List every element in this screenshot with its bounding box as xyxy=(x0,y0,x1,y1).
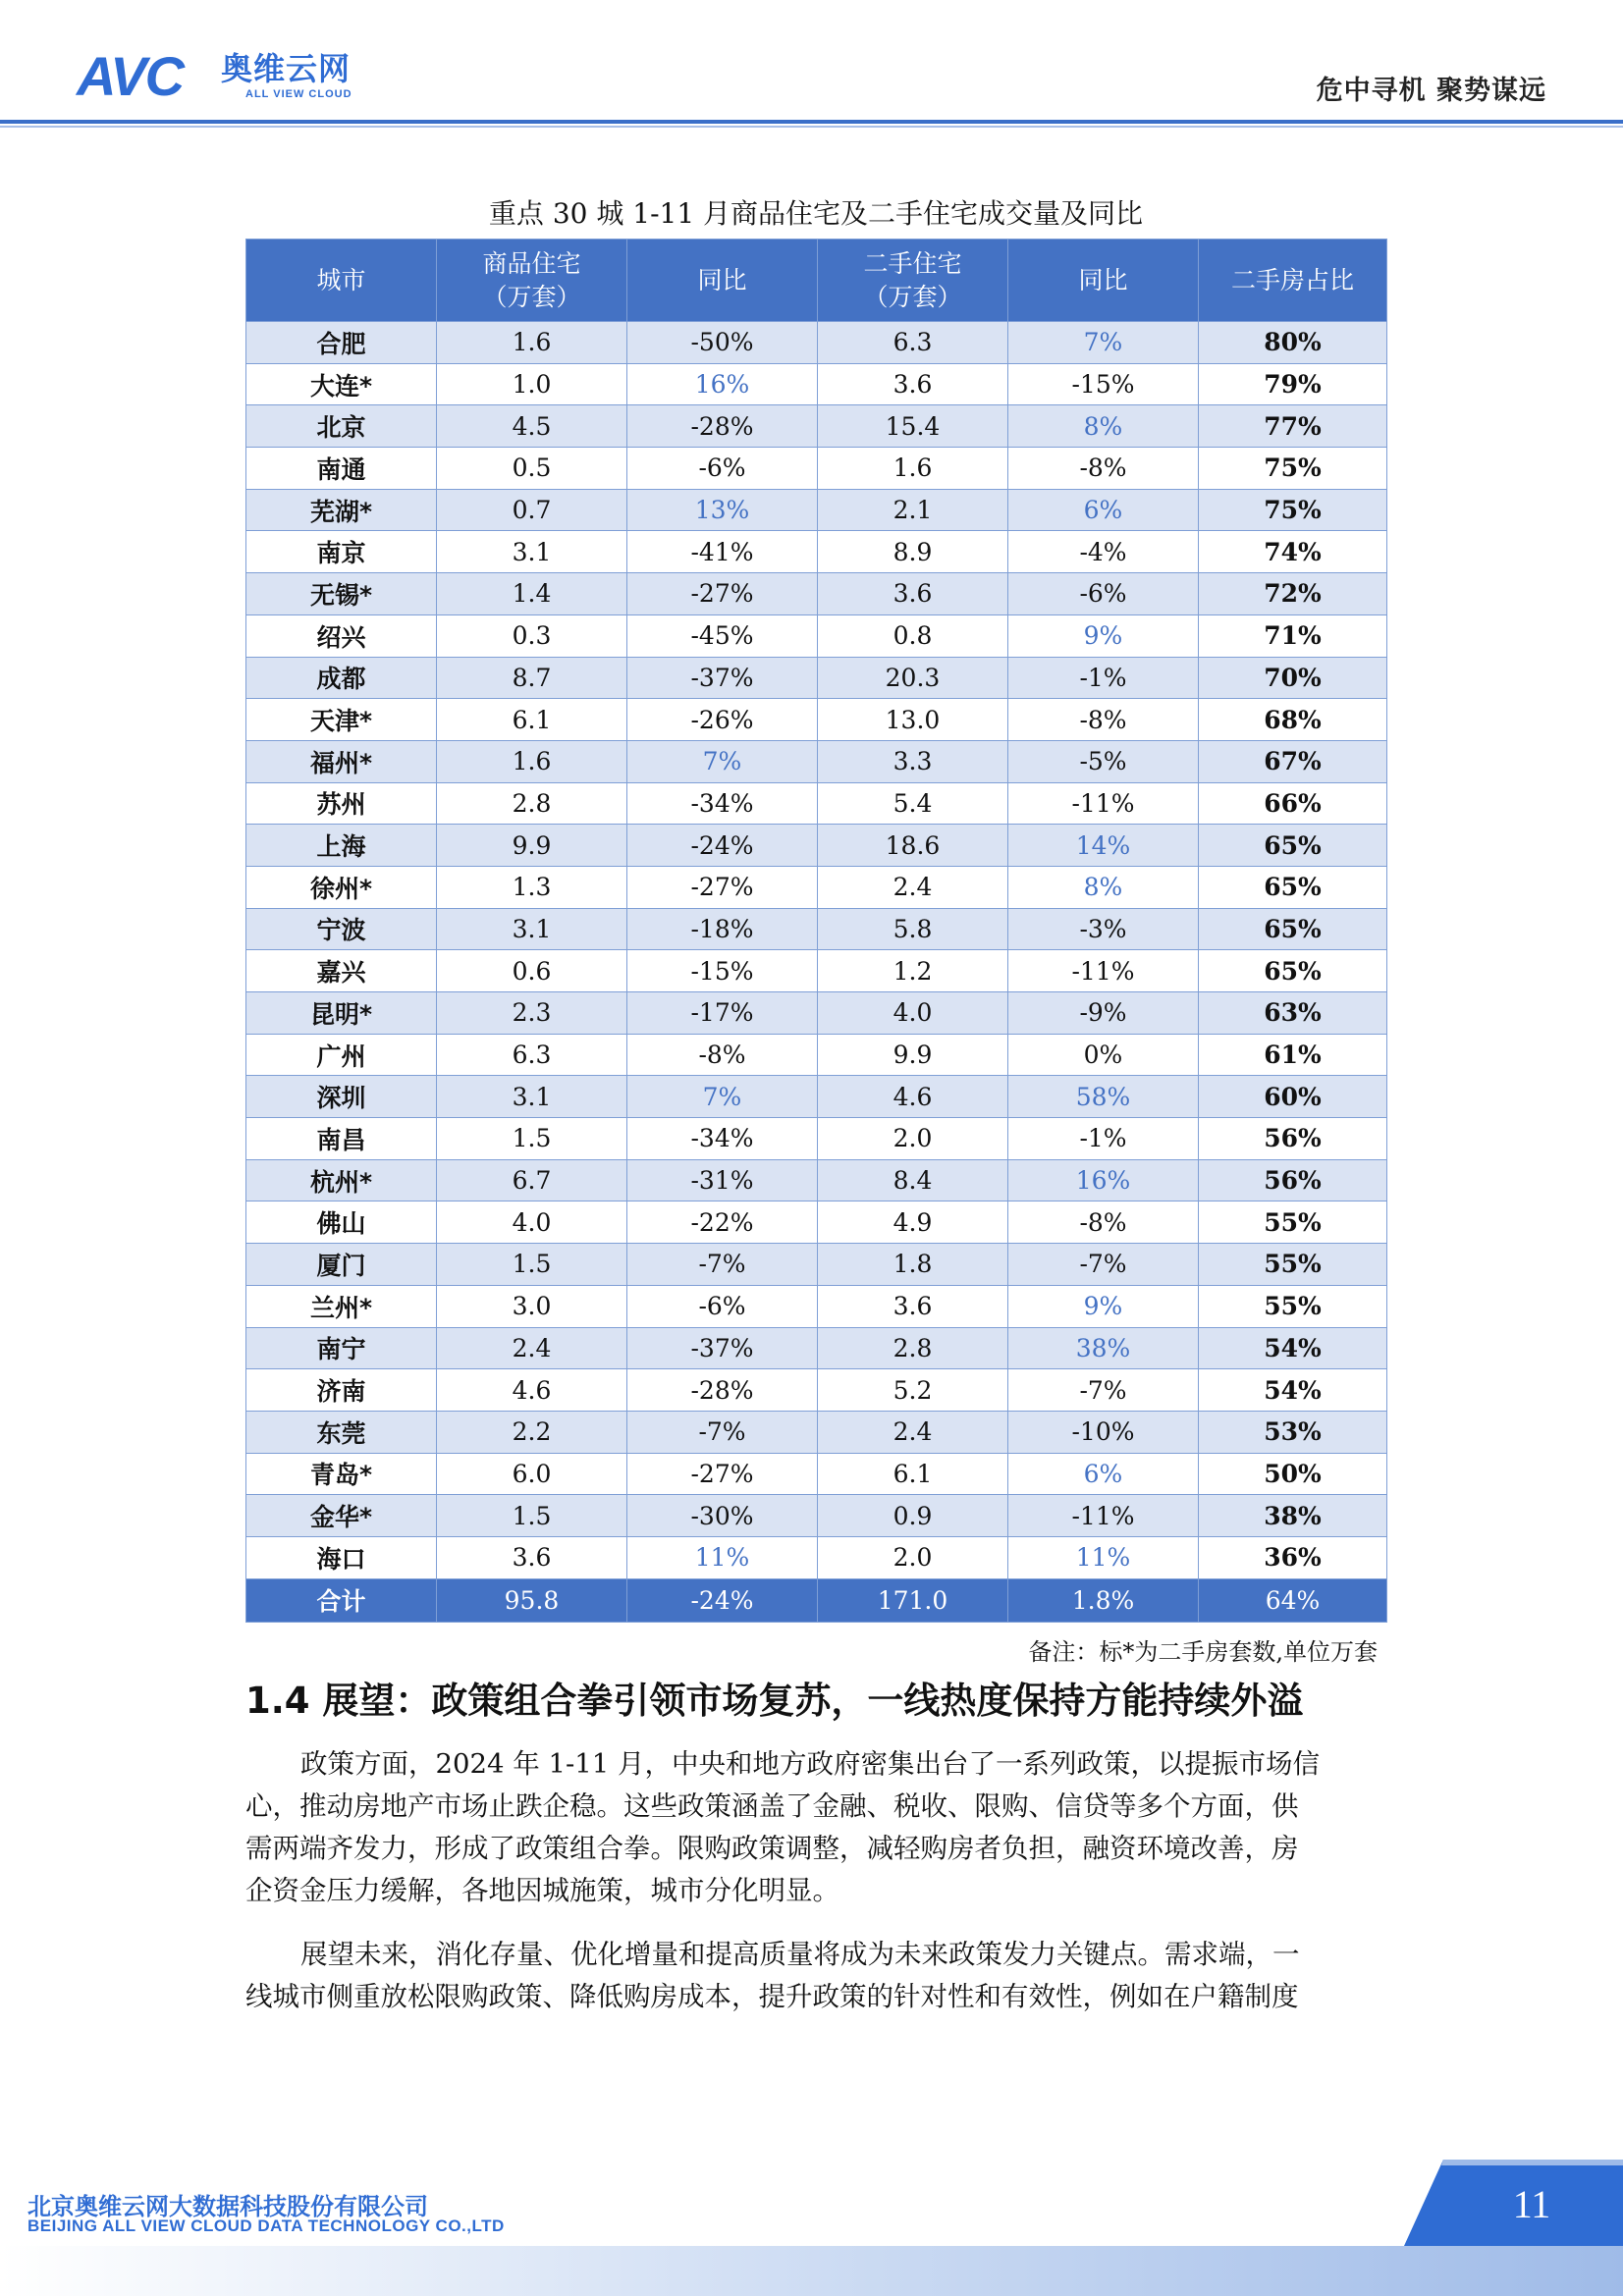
cell-share: 75% xyxy=(1199,448,1387,490)
cell-new-yoy: -34% xyxy=(627,1118,818,1160)
table-row xyxy=(246,1076,1387,1118)
cell-new-housing: 0.5 xyxy=(437,448,627,490)
cell-new-housing: 1.4 xyxy=(437,573,627,615)
cell-share: 36% xyxy=(1199,1536,1387,1578)
cell-city: 南京 xyxy=(246,531,437,573)
cell-new-housing: 1.5 xyxy=(437,1118,627,1160)
cell-new-yoy: -8% xyxy=(627,1034,818,1076)
table-total-row xyxy=(246,1578,1387,1622)
logo-en-text: ALL VIEW CLOUD xyxy=(245,88,352,100)
table-row xyxy=(246,573,1387,615)
cell-city: 东莞 xyxy=(246,1411,437,1453)
cell-share: 65% xyxy=(1199,866,1387,908)
cell-used-housing: 1.6 xyxy=(818,448,1008,490)
cell-used-housing: 2.0 xyxy=(818,1118,1008,1160)
table-row xyxy=(246,1285,1387,1327)
cell-new-yoy: -27% xyxy=(627,866,818,908)
cell-city: 佛山 xyxy=(246,1201,437,1244)
cell-new-yoy: -30% xyxy=(627,1495,818,1537)
cell-used-housing: 1.2 xyxy=(818,950,1008,992)
table-row xyxy=(246,825,1387,867)
cell-used-yoy: -9% xyxy=(1008,992,1199,1035)
cell-used-yoy: -11% xyxy=(1008,1495,1199,1537)
cell-city: 宁波 xyxy=(246,908,437,950)
header-slogan: 危中寻机 聚势谋远 xyxy=(1316,76,1546,106)
cell-used-yoy: 7% xyxy=(1008,322,1199,364)
cell-used-housing: 6.3 xyxy=(818,322,1008,364)
cell-used-yoy: 8% xyxy=(1008,866,1199,908)
table-row xyxy=(246,1536,1387,1578)
cell-new-housing: 3.0 xyxy=(437,1285,627,1327)
cell-used-yoy: -3% xyxy=(1008,908,1199,950)
header-divider xyxy=(0,120,1623,124)
cell-used-yoy: -15% xyxy=(1008,363,1199,405)
table-row xyxy=(246,1453,1387,1495)
cell-used-housing: 3.3 xyxy=(818,740,1008,782)
cell-city: 芜湖* xyxy=(246,489,437,531)
cell-used-yoy: -1% xyxy=(1008,1118,1199,1160)
cell-used-yoy: 0% xyxy=(1008,1034,1199,1076)
table-row xyxy=(246,1244,1387,1286)
cell-city: 南通 xyxy=(246,448,437,490)
table-row xyxy=(246,363,1387,405)
cell-used-yoy: -1% xyxy=(1008,657,1199,699)
cell-new-yoy: -22% xyxy=(627,1201,818,1244)
page-number: 11 xyxy=(1512,2182,1551,2226)
cell-used-housing: 13.0 xyxy=(818,699,1008,741)
table-row xyxy=(246,531,1387,573)
table-row xyxy=(246,1118,1387,1160)
cell-used-yoy: 9% xyxy=(1008,1285,1199,1327)
cell-city: 深圳 xyxy=(246,1076,437,1118)
cell-used-housing: 1.8 xyxy=(818,1244,1008,1286)
paragraph-policy xyxy=(245,1743,1365,1912)
table-row xyxy=(246,950,1387,992)
cell-new-housing: 6.3 xyxy=(437,1034,627,1076)
cell-new-housing: 1.6 xyxy=(437,740,627,782)
cell-used-housing: 2.4 xyxy=(818,866,1008,908)
cell-used-yoy: -8% xyxy=(1008,1201,1199,1244)
cell-new-yoy: -37% xyxy=(627,1327,818,1369)
cell-new-housing: 1.0 xyxy=(437,363,627,405)
cell-used-yoy: -5% xyxy=(1008,740,1199,782)
cell-share: 72% xyxy=(1199,573,1387,615)
table-body xyxy=(246,322,1387,1579)
cell-city: 南宁 xyxy=(246,1327,437,1369)
cell-used-housing: 2.4 xyxy=(818,1411,1008,1453)
cell-used-housing: 3.6 xyxy=(818,363,1008,405)
cell-city: 海口 xyxy=(246,1536,437,1578)
cell-share: 56% xyxy=(1199,1159,1387,1201)
cell-city: 合肥 xyxy=(246,322,437,364)
cell-share: 50% xyxy=(1199,1453,1387,1495)
total-share: 64% xyxy=(1199,1578,1387,1622)
cell-share: 61% xyxy=(1199,1034,1387,1076)
total-label: 合计 xyxy=(246,1578,437,1622)
cell-city: 上海 xyxy=(246,825,437,867)
cell-new-housing: 2.3 xyxy=(437,992,627,1035)
cell-used-yoy: 14% xyxy=(1008,825,1199,867)
cell-share: 38% xyxy=(1199,1495,1387,1537)
header-new-yoy: 同比 xyxy=(627,240,818,322)
header-city: 城市 xyxy=(246,240,437,322)
cell-city: 大连* xyxy=(246,363,437,405)
cell-used-yoy: -6% xyxy=(1008,573,1199,615)
table-row xyxy=(246,1369,1387,1412)
table-row xyxy=(246,782,1387,825)
table-row xyxy=(246,1034,1387,1076)
cell-used-yoy: -8% xyxy=(1008,699,1199,741)
cell-used-yoy: 6% xyxy=(1008,1453,1199,1495)
cell-new-housing: 4.5 xyxy=(437,405,627,448)
cell-used-housing: 4.0 xyxy=(818,992,1008,1035)
cell-new-yoy: -28% xyxy=(627,1369,818,1412)
cell-new-yoy: -27% xyxy=(627,1453,818,1495)
paragraph-outlook xyxy=(245,1934,1365,2018)
cell-used-yoy: 11% xyxy=(1008,1536,1199,1578)
paragraph-line: 需两端齐发力，形成了政策组合拳。限购政策调整，减轻购房者负担，融资环境改善，房 xyxy=(245,1833,1299,1864)
cell-new-housing: 0.3 xyxy=(437,614,627,657)
cell-new-housing: 4.0 xyxy=(437,1201,627,1244)
cell-used-yoy: -11% xyxy=(1008,782,1199,825)
cell-used-yoy: 6% xyxy=(1008,489,1199,531)
avc-logo xyxy=(77,47,410,106)
cell-new-housing: 1.5 xyxy=(437,1244,627,1286)
cell-share: 54% xyxy=(1199,1327,1387,1369)
cell-new-yoy: -41% xyxy=(627,531,818,573)
cell-share: 65% xyxy=(1199,908,1387,950)
total-used: 171.0 xyxy=(818,1578,1008,1622)
cell-share: 79% xyxy=(1199,363,1387,405)
cell-new-housing: 6.0 xyxy=(437,1453,627,1495)
table-row xyxy=(246,657,1387,699)
cell-new-housing: 4.6 xyxy=(437,1369,627,1412)
logo-cn-text: 奥维云网 xyxy=(221,50,352,87)
cell-new-housing: 0.6 xyxy=(437,950,627,992)
cell-share: 54% xyxy=(1199,1369,1387,1412)
table-row xyxy=(246,992,1387,1035)
cell-city: 北京 xyxy=(246,405,437,448)
section-heading: 1.4 展望：政策组合拳引领市场复苏，一线热度保持方能持续外溢 xyxy=(245,1680,1304,1722)
cell-used-housing: 0.8 xyxy=(818,614,1008,657)
header-new-housing: 商品住宅 （万套） xyxy=(437,240,627,322)
table-row xyxy=(246,322,1387,364)
cell-new-housing: 6.1 xyxy=(437,699,627,741)
cell-used-housing: 5.2 xyxy=(818,1369,1008,1412)
cell-new-yoy: -17% xyxy=(627,992,818,1035)
cell-city: 无锡* xyxy=(246,573,437,615)
cell-used-housing: 6.1 xyxy=(818,1453,1008,1495)
cell-used-yoy: 9% xyxy=(1008,614,1199,657)
cell-used-housing: 4.6 xyxy=(818,1076,1008,1118)
cell-city: 兰州* xyxy=(246,1285,437,1327)
cell-city: 成都 xyxy=(246,657,437,699)
cell-share: 65% xyxy=(1199,950,1387,992)
cell-city: 杭州* xyxy=(246,1159,437,1201)
cell-used-yoy: -7% xyxy=(1008,1369,1199,1412)
footer-band xyxy=(0,2246,1623,2296)
cell-new-yoy: 7% xyxy=(627,1076,818,1118)
cell-share: 65% xyxy=(1199,825,1387,867)
header-divider-thin xyxy=(0,126,1623,128)
table-row xyxy=(246,1411,1387,1453)
paragraph-line: 企资金压力缓解，各地因城施策，城市分化明显。 xyxy=(245,1875,839,1906)
table-row xyxy=(246,405,1387,448)
cell-share: 60% xyxy=(1199,1076,1387,1118)
table-row xyxy=(246,614,1387,657)
cell-new-yoy: -6% xyxy=(627,448,818,490)
cell-city: 厦门 xyxy=(246,1244,437,1286)
cell-new-housing: 3.1 xyxy=(437,531,627,573)
cell-city: 昆明* xyxy=(246,992,437,1035)
cell-share: 75% xyxy=(1199,489,1387,531)
table-row xyxy=(246,1201,1387,1244)
cell-new-housing: 3.1 xyxy=(437,1076,627,1118)
cell-used-housing: 0.9 xyxy=(818,1495,1008,1537)
cell-new-yoy: -26% xyxy=(627,699,818,741)
cell-used-yoy: -8% xyxy=(1008,448,1199,490)
logo-mark: AVC xyxy=(77,45,184,107)
cell-used-yoy: 38% xyxy=(1008,1327,1199,1369)
table-row xyxy=(246,699,1387,741)
table-header-row xyxy=(246,240,1387,322)
table-note: 备注：标*为二手房套数,单位万套 xyxy=(1028,1638,1378,1666)
cell-new-yoy: -31% xyxy=(627,1159,818,1201)
page-header xyxy=(0,0,1623,128)
cell-city: 嘉兴 xyxy=(246,950,437,992)
cell-share: 74% xyxy=(1199,531,1387,573)
cell-city: 绍兴 xyxy=(246,614,437,657)
cell-share: 68% xyxy=(1199,699,1387,741)
table-row xyxy=(246,740,1387,782)
cell-city: 天津* xyxy=(246,699,437,741)
paragraph-line: 政策方面，2024 年 1-11 月，中央和地方政府密集出台了一系列政策，以提振市场信 xyxy=(300,1748,1320,1780)
data-table xyxy=(245,239,1387,1623)
cell-new-housing: 2.8 xyxy=(437,782,627,825)
cell-new-yoy: -6% xyxy=(627,1285,818,1327)
header-used-housing: 二手住宅 （万套） xyxy=(818,240,1008,322)
cell-used-yoy: 8% xyxy=(1008,405,1199,448)
cell-used-housing: 2.0 xyxy=(818,1536,1008,1578)
cell-new-yoy: -7% xyxy=(627,1244,818,1286)
cell-new-housing: 2.2 xyxy=(437,1411,627,1453)
cell-new-yoy: -27% xyxy=(627,573,818,615)
cell-used-housing: 18.6 xyxy=(818,825,1008,867)
cell-used-housing: 8.4 xyxy=(818,1159,1008,1201)
cell-used-yoy: -4% xyxy=(1008,531,1199,573)
cell-used-housing: 5.4 xyxy=(818,782,1008,825)
cell-new-yoy: -28% xyxy=(627,405,818,448)
cell-new-housing: 2.4 xyxy=(437,1327,627,1369)
cell-new-housing: 3.6 xyxy=(437,1536,627,1578)
cell-used-housing: 2.1 xyxy=(818,489,1008,531)
cell-used-housing: 4.9 xyxy=(818,1201,1008,1244)
table-row xyxy=(246,1327,1387,1369)
table-row xyxy=(246,908,1387,950)
cell-share: 63% xyxy=(1199,992,1387,1035)
company-name-cn: 北京奥维云网大数据科技股份有限公司 xyxy=(27,2193,428,2220)
cell-new-yoy: -24% xyxy=(627,825,818,867)
cell-new-yoy: -34% xyxy=(627,782,818,825)
total-new: 95.8 xyxy=(437,1578,627,1622)
cell-used-yoy: -11% xyxy=(1008,950,1199,992)
table-row xyxy=(246,866,1387,908)
cell-city: 济南 xyxy=(246,1369,437,1412)
cell-city: 青岛* xyxy=(246,1453,437,1495)
table-title: 重点 30 城 1-11 月商品住宅及二手住宅成交量及同比 xyxy=(488,197,1144,230)
cell-share: 56% xyxy=(1199,1118,1387,1160)
table-row xyxy=(246,1495,1387,1537)
cell-new-housing: 8.7 xyxy=(437,657,627,699)
cell-used-housing: 5.8 xyxy=(818,908,1008,950)
cell-new-yoy: -45% xyxy=(627,614,818,657)
cell-share: 53% xyxy=(1199,1411,1387,1453)
cell-new-yoy: 16% xyxy=(627,363,818,405)
cell-new-yoy: -7% xyxy=(627,1411,818,1453)
cell-used-yoy: 58% xyxy=(1008,1076,1199,1118)
paragraph-line: 展望未来，消化存量、优化增量和提高质量将成为未来政策发力关键点。需求端，一 xyxy=(300,1939,1300,1970)
cell-share: 71% xyxy=(1199,614,1387,657)
cell-share: 67% xyxy=(1199,740,1387,782)
cell-share: 55% xyxy=(1199,1244,1387,1286)
cell-used-housing: 20.3 xyxy=(818,657,1008,699)
cell-city: 福州* xyxy=(246,740,437,782)
cell-city: 南昌 xyxy=(246,1118,437,1160)
cell-used-housing: 2.8 xyxy=(818,1327,1008,1369)
cell-new-housing: 1.5 xyxy=(437,1495,627,1537)
cell-share: 70% xyxy=(1199,657,1387,699)
cell-new-housing: 0.7 xyxy=(437,489,627,531)
cell-share: 66% xyxy=(1199,782,1387,825)
cell-new-yoy: -50% xyxy=(627,322,818,364)
cell-new-housing: 1.3 xyxy=(437,866,627,908)
table-row xyxy=(246,489,1387,531)
cell-new-housing: 1.6 xyxy=(437,322,627,364)
cell-used-yoy: 16% xyxy=(1008,1159,1199,1201)
cell-new-yoy: 7% xyxy=(627,740,818,782)
cell-new-yoy: 13% xyxy=(627,489,818,531)
cell-used-housing: 3.6 xyxy=(818,573,1008,615)
cell-share: 55% xyxy=(1199,1201,1387,1244)
cell-new-housing: 3.1 xyxy=(437,908,627,950)
total-new-yoy: -24% xyxy=(627,1578,818,1622)
cell-share: 77% xyxy=(1199,405,1387,448)
total-used-yoy: 1.8% xyxy=(1008,1578,1199,1622)
company-name-en: BEIJING ALL VIEW CLOUD DATA TECHNOLOGY CO.,LTD xyxy=(27,2216,505,2235)
cell-new-yoy: 11% xyxy=(627,1536,818,1578)
cell-share: 80% xyxy=(1199,322,1387,364)
cell-used-housing: 9.9 xyxy=(818,1034,1008,1076)
header-share: 二手房占比 xyxy=(1199,240,1387,322)
header-used-yoy: 同比 xyxy=(1008,240,1199,322)
cell-used-yoy: -10% xyxy=(1008,1411,1199,1453)
cell-new-housing: 6.7 xyxy=(437,1159,627,1201)
cell-share: 55% xyxy=(1199,1285,1387,1327)
cell-new-yoy: -18% xyxy=(627,908,818,950)
cell-city: 广州 xyxy=(246,1034,437,1076)
cell-used-housing: 8.9 xyxy=(818,531,1008,573)
cell-city: 苏州 xyxy=(246,782,437,825)
table-row xyxy=(246,1159,1387,1201)
cell-new-yoy: -37% xyxy=(627,657,818,699)
table-row xyxy=(246,448,1387,490)
cell-city: 金华* xyxy=(246,1495,437,1537)
cell-used-housing: 15.4 xyxy=(818,405,1008,448)
paragraph-line: 线城市侧重放松限购政策、降低购房成本，提升政策的针对性和有效性，例如在户籍制度 xyxy=(245,1981,1299,2012)
cell-new-housing: 9.9 xyxy=(437,825,627,867)
cell-new-yoy: -15% xyxy=(627,950,818,992)
cell-used-yoy: -7% xyxy=(1008,1244,1199,1286)
cell-used-housing: 3.6 xyxy=(818,1285,1008,1327)
cell-city: 徐州* xyxy=(246,866,437,908)
paragraph-line: 心，推动房地产市场止跌企稳。这些政策涵盖了金融、税收、限购、信贷等多个方面，供 xyxy=(245,1790,1299,1822)
